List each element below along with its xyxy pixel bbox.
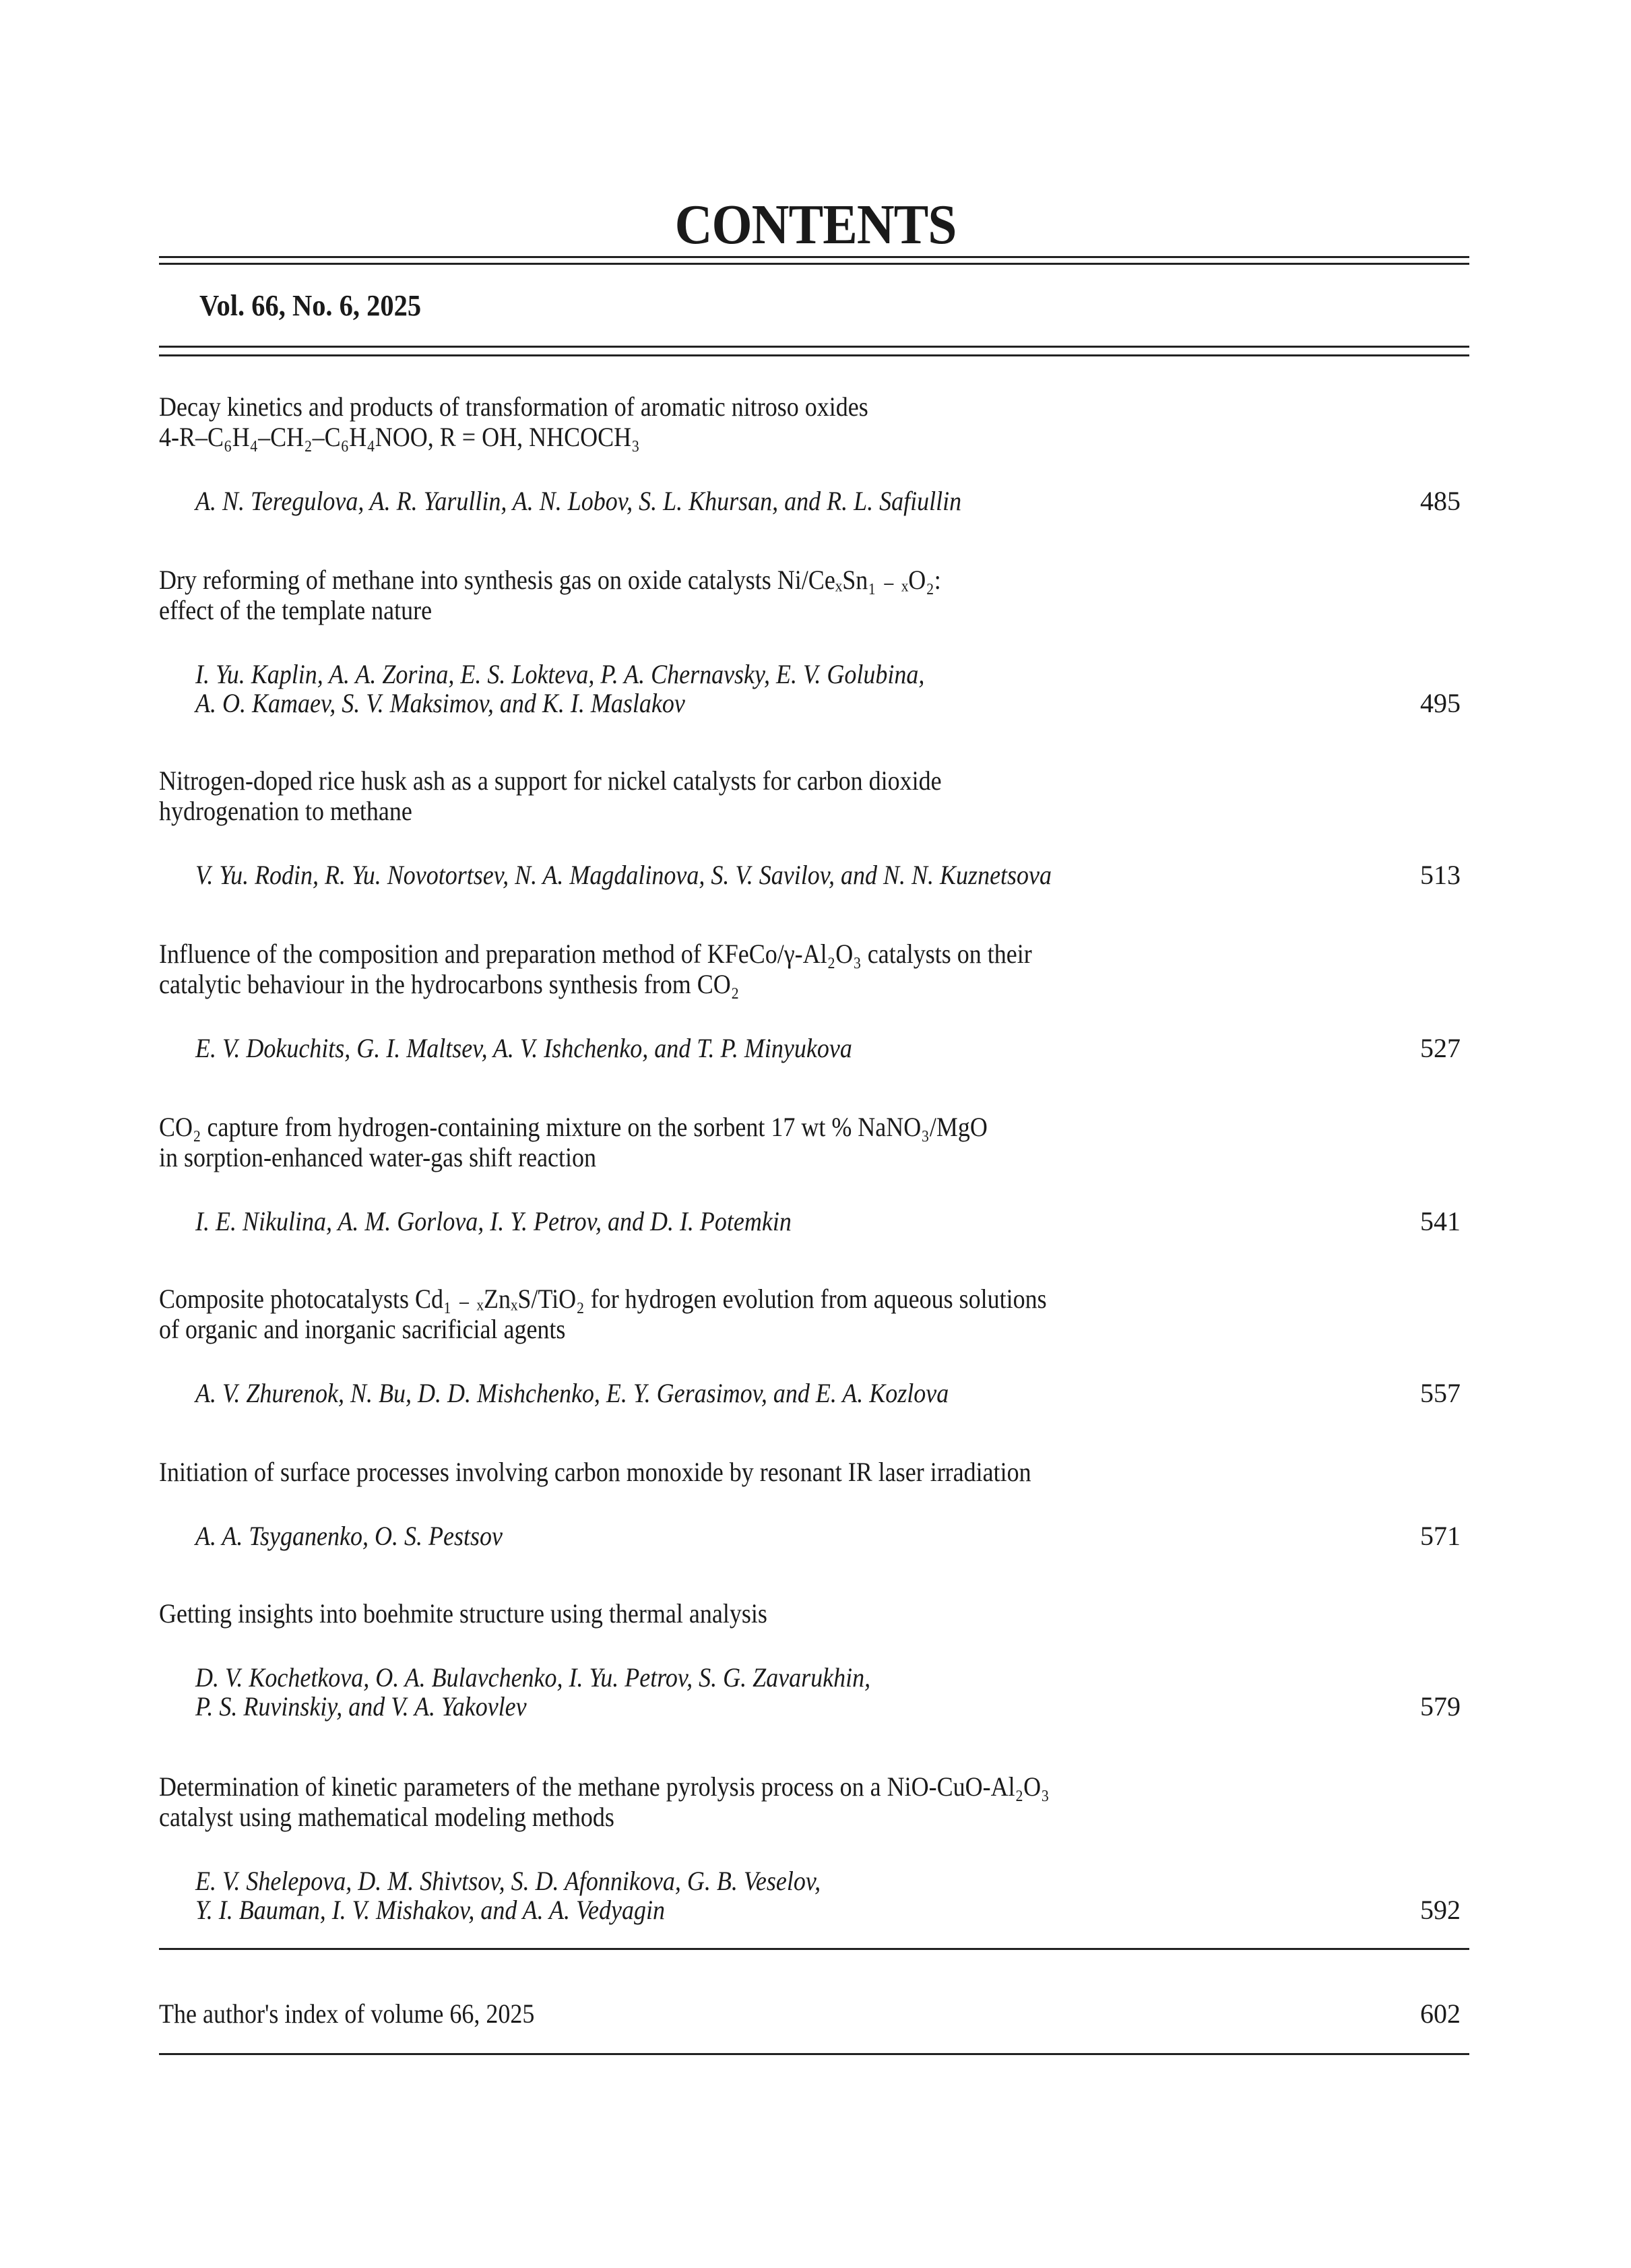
article-title-line: Initiation of surface processes involving carbon monoxide by resonant IR laser irradiation xyxy=(159,1457,1031,1487)
toc-entry[interactable] xyxy=(159,1457,1469,1550)
author-line: A. N. Teregulova, A. R. Yarullin, A. N. Lobov, S. L. Khursan, and R. L. Safiullin xyxy=(195,486,962,516)
article-title-line: Influence of the composition and preparation method of KFeCo/γ-Al₂O₃ catalysts on their xyxy=(159,939,1032,969)
page-number: 513 xyxy=(1420,860,1461,890)
author-index-entry[interactable] xyxy=(159,1998,1469,2029)
article-title-line: catalyst using mathematical modeling methods xyxy=(159,1802,614,1832)
article-title-line: Nitrogen-doped rice husk ash as a support for nickel catalysts for carbon dioxide xyxy=(159,765,942,796)
divider xyxy=(159,354,1469,356)
article-title-line: Getting insights into boehmite structure using thermal analysis xyxy=(159,1598,767,1629)
article-authors xyxy=(159,486,1469,515)
page-number: 527 xyxy=(1420,1033,1461,1063)
article-title-line: Composite photocatalysts Cd₁ ₋ ₓZnₓS/TiO₂ for hydrogen evolution from aqueous solutions xyxy=(159,1284,1047,1314)
article-title-line: of organic and inorganic sacrificial agents xyxy=(159,1314,566,1344)
article-title-line: Decay kinetics and products of transformation of aromatic nitroso oxides xyxy=(159,391,868,422)
article-authors xyxy=(159,1034,1469,1063)
page-title: CONTENTS xyxy=(674,193,957,256)
article-authors xyxy=(159,660,1469,718)
article-authors xyxy=(159,1379,1469,1408)
author-line: D. V. Kochetkova, O. A. Bulavchenko, I. Yu. Petrov, S. G. Zavarukhin, xyxy=(195,1662,871,1693)
toc-entry[interactable] xyxy=(159,565,1469,718)
article-authors xyxy=(159,1866,1469,1924)
author-line: I. E. Nikulina, A. M. Gorlova, I. Y. Petrov, and D. I. Potemkin xyxy=(195,1206,792,1236)
author-line: A. A. Tsyganenko, O. S. Pestsov xyxy=(195,1521,503,1551)
toc-entry[interactable] xyxy=(159,1771,1469,1924)
author-line: E. V. Shelepova, D. M. Shivtsov, S. D. Afonnikova, G. B. Veselov, xyxy=(195,1866,821,1896)
toc-entry[interactable] xyxy=(159,1598,1469,1721)
author-line: V. Yu. Rodin, R. Yu. Novotortsev, N. A. Magdalinova, S. V. Savilov, and N. N. Kuznetsova xyxy=(195,860,1052,890)
author-line: P. S. Ruvinskiy, and V. A. Yakovlev xyxy=(195,1691,527,1722)
article-authors xyxy=(159,1521,1469,1550)
author-line: A. V. Zhurenok, N. Bu, D. D. Mishchenko, E. Y. Gerasimov, and E. A. Kozlova xyxy=(195,1378,949,1408)
divider xyxy=(159,346,1469,348)
page-number: 592 xyxy=(1420,1895,1461,1925)
page-number: 557 xyxy=(1420,1378,1461,1408)
page-number: 485 xyxy=(1420,486,1461,516)
author-line: Y. I. Bauman, I. V. Mishakov, and A. A. Vedyagin xyxy=(195,1895,665,1925)
article-title-line: in sorption-enhanced water-gas shift reaction xyxy=(159,1142,597,1172)
page-number: 579 xyxy=(1420,1691,1461,1722)
article-title-line: effect of the template nature xyxy=(159,595,433,625)
article-authors xyxy=(159,1207,1469,1236)
volume-label: Vol. 66, No. 6, 2025 xyxy=(199,289,422,322)
article-title-line: 4-R–C₆H₄–CH₂–C₆H₄NOO, R = OH, NHCOCH₃ xyxy=(159,422,640,452)
article-authors xyxy=(159,860,1469,889)
article-title-line: Determination of kinetic parameters of the methane pyrolysis process on a NiO-CuO-Al₂O₃ xyxy=(159,1771,1050,1802)
divider xyxy=(159,1948,1469,1950)
toc-entry[interactable] xyxy=(159,765,1469,889)
article-authors xyxy=(159,1663,1469,1721)
author-line: E. V. Dokuchits, G. I. Maltsev, A. V. Ishchenko, and T. P. Minyukova xyxy=(195,1033,852,1063)
page-number: 541 xyxy=(1420,1206,1461,1236)
author-line: I. Yu. Kaplin, A. A. Zorina, E. S. Lokteva, P. A. Chernavsky, E. V. Golubina, xyxy=(195,659,925,689)
page-number: 602 xyxy=(1420,1998,1461,2029)
article-title-line: CO₂ capture from hydrogen-containing mixture on the sorbent 17 wt % NaNO₃/MgO xyxy=(159,1112,988,1142)
toc-entry[interactable] xyxy=(159,1112,1469,1236)
divider xyxy=(159,2053,1469,2055)
divider xyxy=(159,263,1469,265)
article-title-line: catalytic behaviour in the hydrocarbons synthesis from CO₂ xyxy=(159,969,740,999)
article-title-line: Dry reforming of methane into synthesis gas on oxide catalysts Ni/CeₓSn₁ ₋ ₓO₂: xyxy=(159,565,941,595)
article-title-line: hydrogenation to methane xyxy=(159,796,412,826)
author-index-label: The author's index of volume 66, 2025 xyxy=(159,1998,535,2029)
toc-entry[interactable] xyxy=(159,1284,1469,1408)
toc-entry[interactable] xyxy=(159,939,1469,1063)
toc-entry[interactable] xyxy=(159,391,1469,515)
page-number: 571 xyxy=(1420,1521,1461,1551)
divider xyxy=(159,256,1469,258)
author-line: A. O. Kamaev, S. V. Maksimov, and K. I. Maslakov xyxy=(195,688,685,718)
page-number: 495 xyxy=(1420,688,1461,718)
